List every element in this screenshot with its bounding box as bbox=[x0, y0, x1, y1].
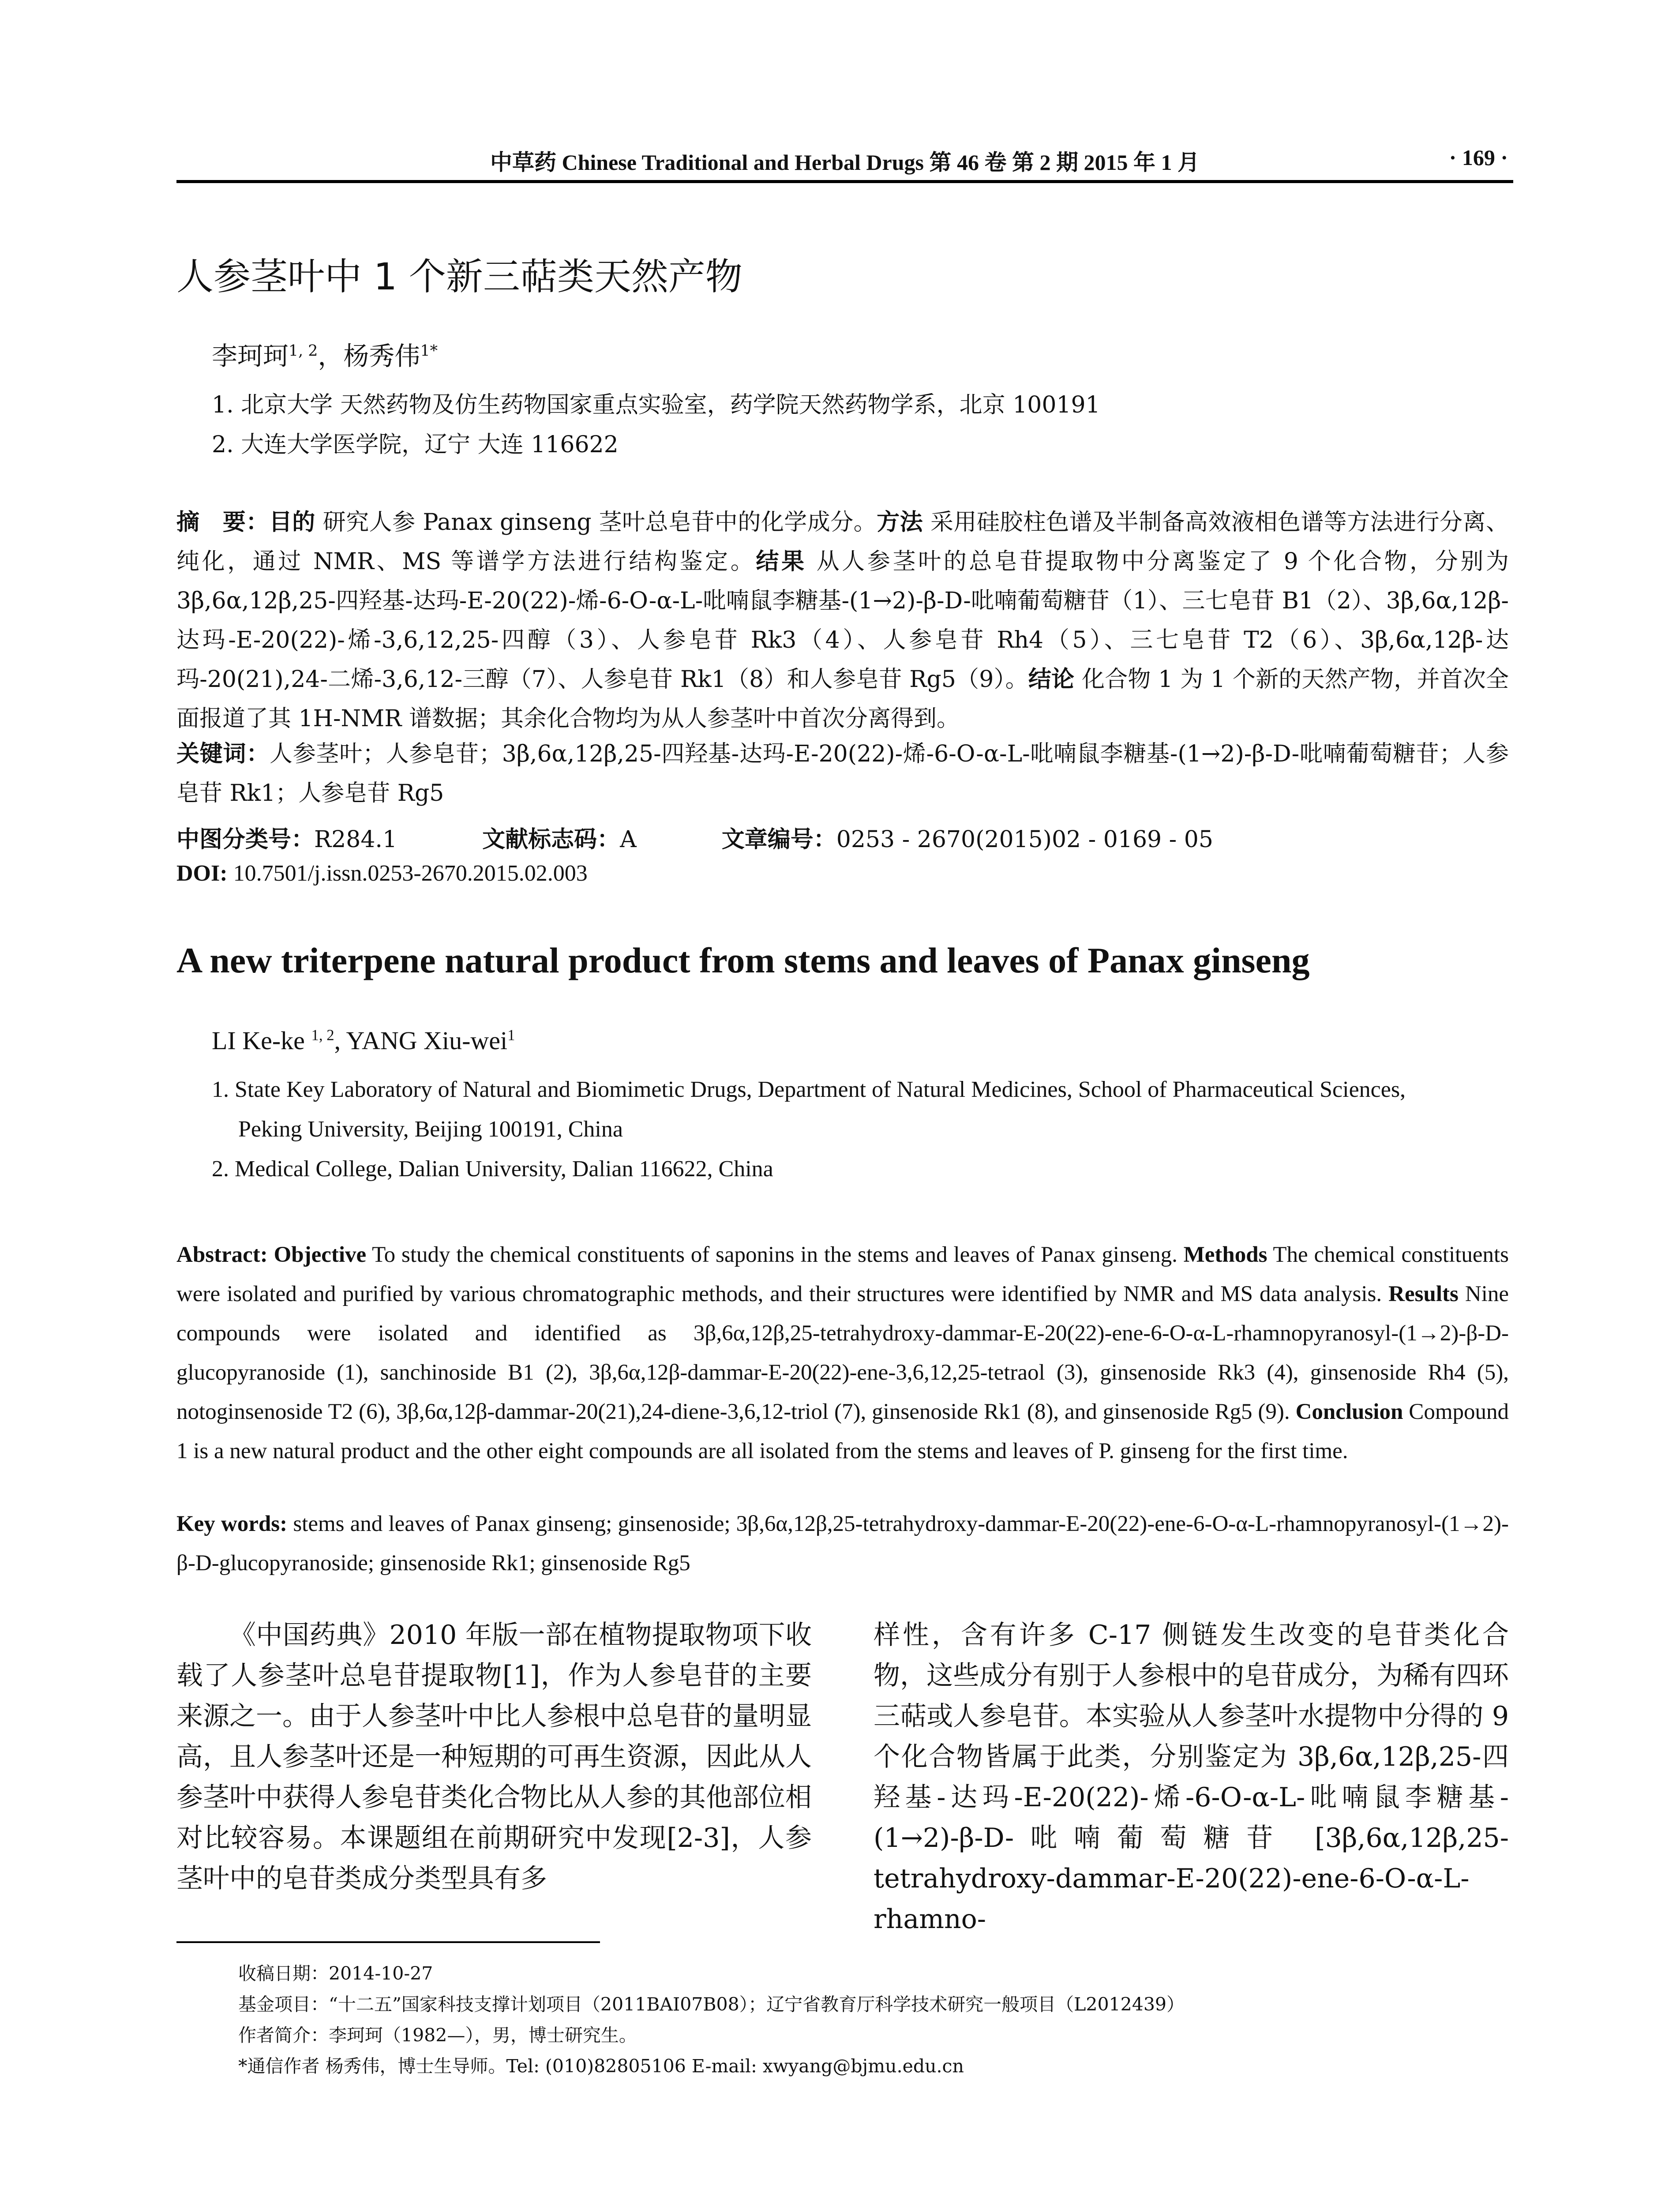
conclusion-label-cn: 结论 bbox=[1028, 666, 1075, 693]
title-english: A new triterpene natural product from stems and leaves of Panax ginseng bbox=[176, 940, 1310, 980]
affiliation-en-1: 1. State Key Laboratory of Natural and Biomimetic Drugs, Department of Natural Medicines, School of Pharmaceutical Sciences, bbox=[212, 1077, 1406, 1102]
keywords-label-en: Key words: bbox=[176, 1512, 288, 1536]
results-label-en: Results bbox=[1388, 1282, 1459, 1306]
affiliation-cn-2: 2. 大连大学医学院，辽宁 大连 116622 bbox=[212, 431, 619, 458]
classification-line bbox=[176, 821, 1213, 854]
keywords-english bbox=[176, 1504, 1509, 1583]
methods-label-en: Methods bbox=[1183, 1242, 1268, 1267]
author-sep-cn: ，杨秀伟 bbox=[318, 341, 420, 371]
abstract-label-cn: 摘 要： bbox=[176, 509, 269, 536]
journal-header-text: 中草药 Chinese Traditional and Herbal Drugs 第 46 卷 第 2 期 2015 年 1 月 bbox=[490, 150, 1200, 175]
keywords-text-en: stems and leaves of Panax ginseng; ginsenoside; 3β,6α,12β,25-tetrahydroxy-dammar-E-20(22)-ene-6-O-α-L-rhamnopyranosyl-(1→2)-β-D-glucopyranoside; ginsenoside Rk1; ginsenoside Rg5 bbox=[176, 1512, 1509, 1576]
footnote-corresponding: *通信作者 杨秀伟，博士生导师。Tel: (010)82805106 E-mail: xwyang@bjmu.edu.cn bbox=[238, 2056, 964, 2077]
author-1-en: LI Ke-ke bbox=[212, 1026, 311, 1055]
methods-label-cn: 方法 bbox=[877, 509, 923, 536]
author-sup-2: 1* bbox=[420, 342, 438, 360]
author-2-sup-en: 1 bbox=[507, 1026, 515, 1044]
keywords-chinese bbox=[176, 735, 1509, 813]
affiliation-en-2: 2. Medical College, Dalian University, Dalian 116622, China bbox=[212, 1156, 773, 1182]
author-2-en: , YANG Xiu-wei bbox=[334, 1026, 508, 1055]
body-column-right: 样性，含有许多 C-17 侧链发生改变的皂苷类化合物，这些成分有别于人参根中的皂苷成分，为稀有四环三萜或人参皂苷。本实验从人参茎叶水提物中分得的 9 个化合物皆属于此类，分别鉴定为 3β,6α,12β,25-四羟基-达玛-E-20(22)-烯-6-O-α-L-吡喃鼠李糖基-(1→2)-β-D-吡喃葡萄糖苷 [3β,6α,12β,25-tetrahydroxy-dammar-E-20(22)-ene-6-O-α-L-rhamno- bbox=[874, 1620, 1509, 1935]
doi-value: 10.7501/j.issn.0253-2670.2015.02.003 bbox=[227, 861, 588, 886]
title-chinese: 人参茎叶中 1 个新三萜类天然产物 bbox=[176, 255, 742, 298]
conclusion-label-en: Conclusion bbox=[1295, 1399, 1403, 1424]
abstract-label-en: Abstract: Objective bbox=[176, 1242, 367, 1267]
authors-chinese bbox=[212, 335, 438, 372]
page-number: · 169 · bbox=[1449, 145, 1508, 170]
keywords-text-cn: 人参茎叶；人参皂苷；3β,6α,12β,25-四羟基-达玛-E-20(22)-烯-6-O-α-L-吡喃鼠李糖基-(1→2)-β-D-吡喃葡萄糖苷；人参皂苷 Rk1；人参皂苷 Rg5 bbox=[176, 741, 1509, 807]
abstract-chinese bbox=[176, 503, 1509, 739]
clc-value: R284.1 bbox=[314, 826, 398, 853]
doc-code-label: 文献标志码： bbox=[482, 826, 620, 853]
affiliation-cn-1: 1. 北京大学 天然药物及仿生药物国家重点实验室，药学院天然药物学系，北京 100191 bbox=[212, 392, 1100, 418]
article-number-value: 0253 - 2670(2015)02 - 0169 - 05 bbox=[836, 826, 1213, 853]
keywords-label-cn: 关键词： bbox=[176, 741, 270, 767]
objective-text-en: To study the chemical constituents of saponins in the stems and leaves of Panax ginseng. bbox=[366, 1242, 1184, 1267]
affiliation-en-1-cont: Peking University, Beijing 100191, China bbox=[238, 1117, 623, 1142]
abstract-english bbox=[176, 1235, 1509, 1471]
doi-label: DOI: bbox=[176, 861, 228, 886]
results-text-en: Nine compounds were isolated and identified as 3β,6α,12β,25-tetrahydroxy-dammar-E-20(22)-ene-6-O-α-L-rhamnopyranosyl-(1→2)-β-D-glucopyranoside (1), sanchinoside B1 (2), 3β,6α,12β-dammar-E-20(22)-ene-3,6,12,25-tetraol (3), ginsenoside Rk3 (4), ginsenoside Rh4 (5), notoginsenoside T2 (6), 3β,6α,12β-dammar-20(21),24-diene-3,6,12-triol (7), ginsenoside Rk1 (8), and ginsenoside Rg5 (9). bbox=[176, 1282, 1509, 1424]
author-names-cn: 李珂珂 bbox=[212, 341, 289, 371]
footnote-author-bio: 作者简介：李珂珂（1982—），男，博士研究生。 bbox=[238, 2025, 637, 2046]
footnote-received: 收稿日期：2014-10-27 bbox=[238, 1963, 433, 1984]
article-number-label: 文章编号： bbox=[721, 826, 836, 853]
author-1-sup-en: 1, 2 bbox=[311, 1026, 334, 1044]
authors-english bbox=[212, 1026, 515, 1055]
doi-line bbox=[176, 860, 588, 886]
conclusion-text-cn: 化合物 1 为 1 个新的天然产物，并首次全面报道了其 1H-NMR 谱数据；其余化合物均为从人参茎叶中首次分离得到。 bbox=[176, 666, 1509, 732]
conclusion-text-en: Compound 1 is a new natural product and the other eight compounds are all isolated from the stems and leaves of P. ginseng for the first time. bbox=[176, 1399, 1509, 1463]
footnote-funding: 基金项目：“十二五”国家科技支撑计划项目（2011BAI07B08）；辽宁省教育厅科学技术研究一般项目（L2012439） bbox=[238, 1994, 1185, 2015]
running-header bbox=[176, 132, 1513, 183]
author-sup-1: 1, 2 bbox=[289, 342, 318, 360]
footnote-divider bbox=[176, 1941, 600, 1943]
clc-label: 中图分类号： bbox=[176, 826, 315, 853]
results-label-cn: 结果 bbox=[756, 548, 807, 575]
methods-text-cn: 采用硅胶柱色谱及半制备高效液相色谱等方法进行分离、纯化，通过 NMR、MS 等谱学方法进行结构鉴定。 bbox=[176, 509, 1509, 575]
objective-label-cn: 目的 bbox=[269, 509, 315, 536]
results-text-cn: 从人参茎叶的总皂苷提取物中分离鉴定了 9 个化合物，分别为 3β,6α,12β,25-四羟基-达玛-E-20(22)-烯-6-O-α-L-吡喃鼠李糖基-(1→2)-β-D-吡喃葡萄糖苷（1）、三七皂苷 B1（2）、3β,6α,12β-达玛-E-20(22)-烯-3,6,12,25-四醇（3）、人参皂苷 Rk3（4）、人参皂苷 Rh4（5）、三七皂苷 T2（6）、3β,6α,12β-达玛-20(21),24-二烯-3,6,12-三醇（7）、人参皂苷 Rk1（8）和人参皂苷 Rg5（9）。 bbox=[176, 548, 1509, 693]
body-column-left: 《中国药典》2010 年版一部在植物提取物项下收载了人参茎叶总皂苷提取物[1]，作为人参皂苷的主要来源之一。由于人参茎叶中比人参根中总皂苷的量明显高，且人参茎叶还是一种短期的可再生资源，因此从人参茎叶中获得人参皂苷类化合物比从人参的其他部位相对比较容易。本课题组在前期研究中发现[2-3]，人参茎叶中的皂苷类成分类型具有多 bbox=[176, 1620, 812, 1894]
objective-text-cn: 研究人参 Panax ginseng 茎叶总皂苷中的化学成分。 bbox=[315, 509, 877, 536]
doc-code-value: A bbox=[620, 826, 637, 853]
methods-text-en: The chemical constituents were isolated and purified by various chromatographic methods, and their structures were identified by NMR and MS data analysis. bbox=[176, 1242, 1509, 1306]
